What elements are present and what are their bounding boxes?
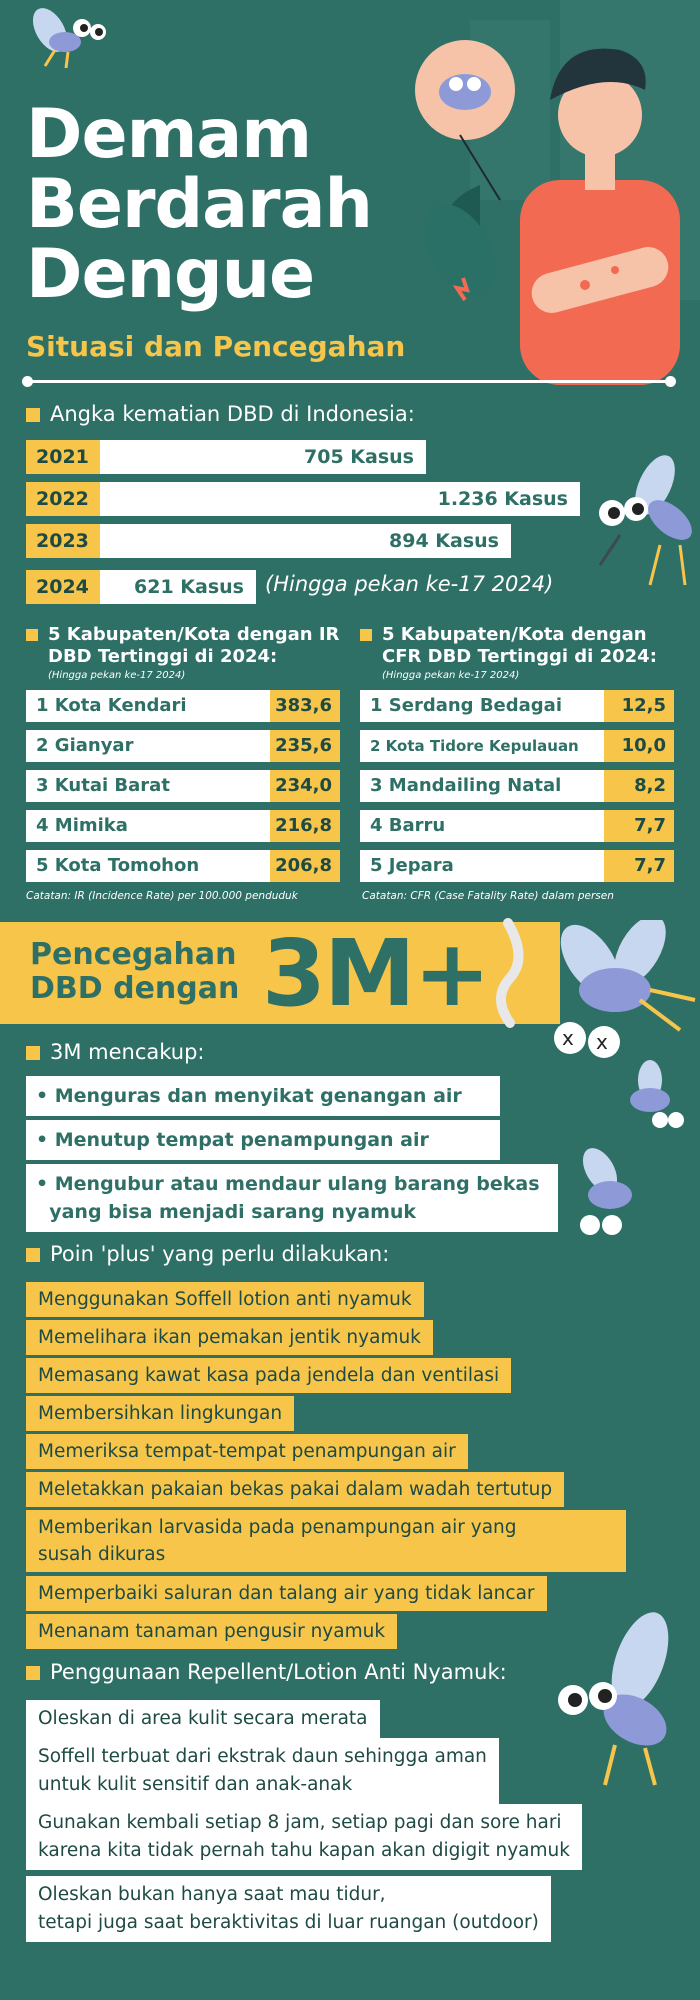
- cfr-row-value: 7,7: [604, 850, 674, 882]
- ir-table-note: Catatan: IR (Incidence Rate) per 100.000 penduduk: [26, 890, 298, 902]
- plus-item: [26, 1472, 564, 1507]
- ir-row-value: 234,0: [270, 770, 340, 802]
- death-bar-year: 2024: [26, 570, 100, 604]
- plus-item-line: Menanam tanaman pengusir nyamuk: [38, 1621, 386, 1642]
- ir-heading-text: [48, 624, 339, 668]
- cfr-row: [360, 730, 674, 762]
- mosquito-icon: [590, 445, 700, 595]
- repellent-item-line: Oleskan bukan hanya saat mau tidur,: [38, 1884, 386, 1905]
- cfr-heading-line: CFR DBD Tertinggi di 2024:: [382, 646, 657, 667]
- cfr-row: [360, 810, 674, 842]
- death-bar-value: 705 Kasus: [100, 440, 426, 474]
- ir-row: [26, 850, 340, 882]
- cfr-table-heading: [360, 624, 680, 681]
- sick-man-illustration: [400, 20, 700, 385]
- repellent-item: [26, 1876, 551, 1942]
- cfr-table-subnote: (Hingga pekan ke-17 2024): [382, 670, 520, 681]
- plus-item: [26, 1396, 294, 1431]
- three-m-heading-text: 3M mencakup:: [50, 1040, 205, 1064]
- ir-row-value: 216,8: [270, 810, 340, 842]
- page-title: [26, 95, 372, 314]
- ir-heading-line: 5 Kabupaten/Kota dengan IR: [48, 624, 340, 645]
- cfr-row-name: 5 Jepara: [360, 850, 604, 882]
- cfr-row-name: 2 Kota Tidore Kepulauan: [360, 730, 604, 762]
- death-bar-year: 2021: [26, 440, 100, 474]
- death-bar-row: [26, 482, 580, 516]
- plus-item: [26, 1576, 547, 1611]
- plus-item: [26, 1320, 433, 1355]
- death-bar-row: [26, 524, 511, 558]
- divider-dot: [665, 376, 676, 387]
- repellent-heading-text: Penggunaan Repellent/Lotion Anti Nyamuk:: [50, 1660, 507, 1684]
- dead-mosquito-icon: [560, 1060, 690, 1240]
- ir-row-name: 4 Mimika: [26, 810, 270, 842]
- repellent-item: [26, 1804, 582, 1870]
- three-m-item-line: yang bisa menjadi sarang nyamuk: [36, 1201, 417, 1223]
- death-bar-row: [26, 440, 426, 474]
- title-line: Demam: [26, 95, 312, 174]
- cfr-heading-line: 5 Kabupaten/Kota dengan: [382, 624, 647, 645]
- three-m-item-line: • Menguras dan menyikat genangan air: [36, 1085, 462, 1107]
- plus-item-line: Memeriksa tempat-tempat penampungan air: [38, 1441, 456, 1462]
- repellent-item-line: untuk kulit sensitif dan anak-anak: [38, 1774, 353, 1795]
- mosquito-icon: [20, 0, 110, 70]
- plus-item-line: Memberikan larvasida pada penampungan air yang: [38, 1517, 517, 1538]
- ir-row-value: 383,6: [270, 690, 340, 722]
- cfr-row-value: 7,7: [604, 810, 674, 842]
- ir-row: [26, 810, 340, 842]
- ir-row-value: 235,6: [270, 730, 340, 762]
- death-bar-note: (Hingga pekan ke-17 2024): [265, 572, 554, 596]
- ir-heading-line: DBD Tertinggi di 2024:: [48, 646, 278, 667]
- ir-row: [26, 690, 340, 722]
- plus-item: [26, 1358, 511, 1393]
- ir-row: [26, 730, 340, 762]
- deaths-heading-text: Angka kematian DBD di Indonesia:: [50, 402, 415, 426]
- header-divider: [26, 380, 672, 383]
- repellent-item: [26, 1738, 499, 1804]
- death-bar-year: 2022: [26, 482, 100, 516]
- cfr-row-value: 8,2: [604, 770, 674, 802]
- plus-item-line: Memasang kawat kasa pada jendela dan ventilasi: [38, 1365, 500, 1386]
- plus-item-line: Memperbaiki saluran dan talang air yang tidak lancar: [38, 1583, 535, 1604]
- death-bar-value: 621 Kasus: [100, 570, 256, 604]
- repellent-item-line: tetapi juga saat beraktivitas di luar ruangan (outdoor): [38, 1912, 539, 1933]
- three-m-heading: [26, 1040, 205, 1064]
- repellent-item: [26, 1700, 380, 1738]
- repellent-item-line: karena kita tidak pernah tahu kapan akan digigit nyamuk: [38, 1840, 570, 1861]
- bullet-square-icon: [26, 629, 38, 641]
- banner-line: DBD dengan: [30, 971, 240, 1006]
- svg-text:x: x: [562, 1026, 574, 1050]
- bullet-square-icon: [360, 629, 372, 641]
- cfr-row-value: 10,0: [604, 730, 674, 762]
- cfr-table-note: Catatan: CFR (Case Fatality Rate) dalam persen: [362, 890, 614, 902]
- divider-dot: [22, 376, 33, 387]
- death-bar-year: 2023: [26, 524, 100, 558]
- death-bar-row: [26, 570, 256, 604]
- plus-item: [26, 1434, 468, 1469]
- banner-3m-plus: 3M+: [262, 920, 489, 1027]
- three-m-item: [26, 1120, 500, 1160]
- death-bar-value: 1.236 Kasus: [100, 482, 580, 516]
- plus-item: [26, 1614, 397, 1649]
- dead-mosquito-icon: [540, 920, 700, 1070]
- three-m-item: [26, 1164, 558, 1232]
- ir-row-name: 5 Kota Tomohon: [26, 850, 270, 882]
- plus-item-line: Membersihkan lingkungan: [38, 1403, 283, 1424]
- plus-item-line: Menggunakan Soffell lotion anti nyamuk: [38, 1289, 412, 1310]
- plus-heading: [26, 1242, 389, 1266]
- ir-row-value: 206,8: [270, 850, 340, 882]
- svg-text:x: x: [596, 1030, 608, 1054]
- page-subtitle: Situasi dan Pencegahan: [26, 330, 406, 363]
- cfr-row-name: 4 Barru: [360, 810, 604, 842]
- deaths-heading: [26, 402, 415, 426]
- cfr-row-name: 3 Mandailing Natal: [360, 770, 604, 802]
- plus-item-line: susah dikuras: [38, 1544, 166, 1565]
- cfr-heading-text: [382, 624, 657, 668]
- death-bar-value: 894 Kasus: [100, 524, 511, 558]
- ir-row-name: 1 Kota Kendari: [26, 690, 270, 722]
- repellent-item-line: Gunakan kembali setiap 8 jam, setiap pagi dan sore hari: [38, 1812, 562, 1833]
- ir-table-subnote: (Hingga pekan ke-17 2024): [48, 670, 186, 681]
- bullet-square-icon: [26, 408, 40, 422]
- title-line: Dengue: [26, 235, 315, 314]
- title-line: Berdarah: [26, 165, 372, 244]
- spray-smoke-icon: [488, 918, 532, 1028]
- ir-row-name: 2 Gianyar: [26, 730, 270, 762]
- banner-line: Pencegahan: [30, 937, 237, 972]
- repellent-heading: [26, 1660, 507, 1684]
- ir-table-heading: [26, 624, 346, 681]
- repellent-item-line: Oleskan di area kulit secara merata: [38, 1708, 368, 1729]
- three-m-item-line: • Menutup tempat penampungan air: [36, 1129, 429, 1151]
- cfr-row: [360, 850, 674, 882]
- ir-row-name: 3 Kutai Barat: [26, 770, 270, 802]
- mosquito-icon: [545, 1600, 695, 1790]
- three-m-item: [26, 1076, 500, 1116]
- plus-item: [26, 1282, 424, 1317]
- ir-row: [26, 770, 340, 802]
- repellent-item-line: Soffell terbuat dari ekstrak daun sehingga aman: [38, 1746, 487, 1767]
- plus-item: [26, 1510, 626, 1572]
- plus-item-line: Meletakkan pakaian bekas pakai dalam wadah tertutup: [38, 1479, 553, 1500]
- cfr-row: [360, 770, 674, 802]
- bullet-square-icon: [26, 1248, 40, 1262]
- bullet-square-icon: [26, 1046, 40, 1060]
- bullet-square-icon: [26, 1666, 40, 1680]
- cfr-row: [360, 690, 674, 722]
- plus-item-line: Memelihara ikan pemakan jentik nyamuk: [38, 1327, 421, 1348]
- cfr-row-value: 12,5: [604, 690, 674, 722]
- three-m-item-line: • Mengubur atau mendaur ulang barang bekas: [36, 1173, 540, 1195]
- banner-text: [30, 938, 239, 1006]
- cfr-row-name: 1 Serdang Bedagai: [360, 690, 604, 722]
- plus-heading-text: Poin 'plus' yang perlu dilakukan:: [50, 1242, 390, 1266]
